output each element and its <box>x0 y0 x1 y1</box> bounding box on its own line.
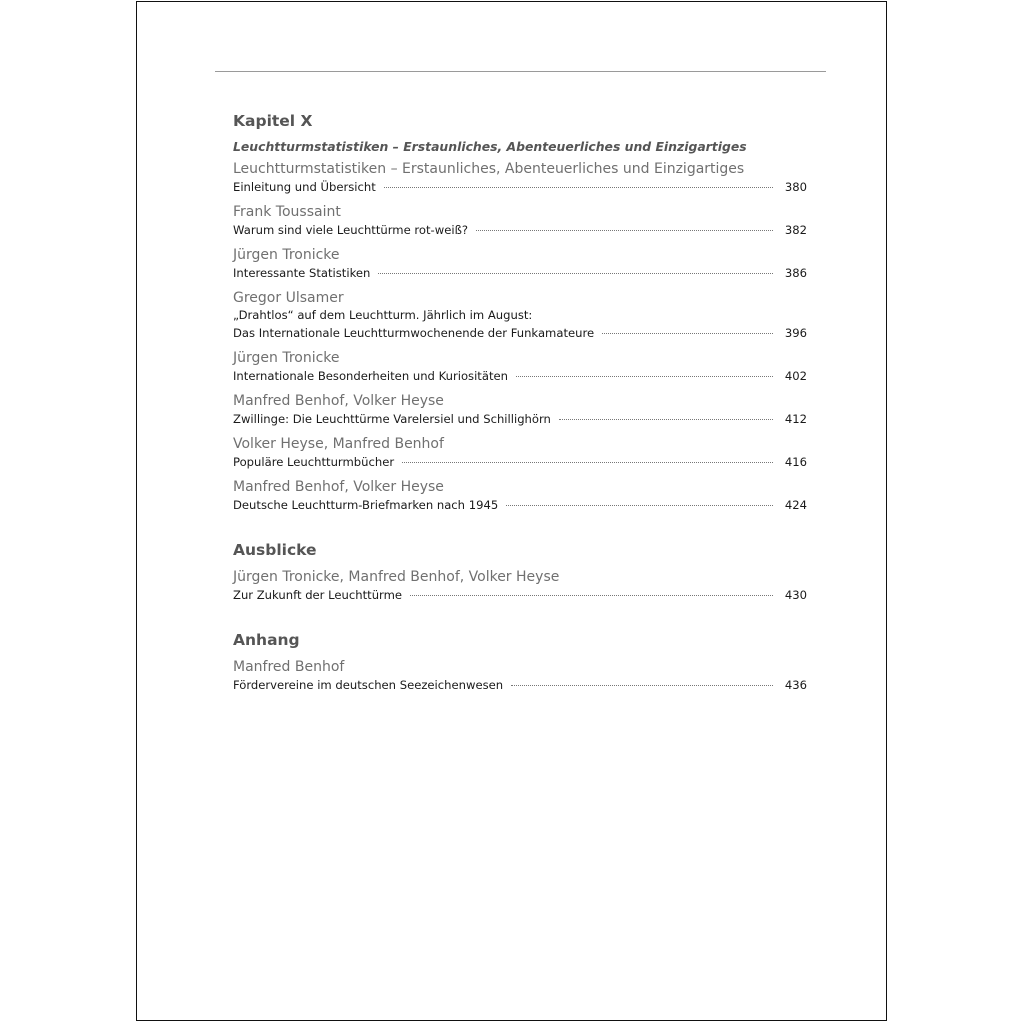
dot-leader <box>384 187 773 188</box>
header-rule <box>215 71 826 72</box>
section-ausblicke <box>233 539 807 604</box>
toc-entry <box>233 289 807 342</box>
toc-line[interactable] <box>233 410 807 428</box>
dot-leader <box>516 376 773 377</box>
toc-line[interactable] <box>233 496 807 514</box>
entry-title: Interessante Statistiken <box>233 266 371 280</box>
toc-entry <box>233 478 807 514</box>
entry-title: Zur Zukunft der Leuchttürme <box>233 588 403 602</box>
entry-title-first-line: „Drahtlos“ auf dem Leuchtturm. Jährlich im August: <box>233 308 533 322</box>
section-heading: Kapitel X <box>233 112 313 130</box>
toc-line[interactable] <box>233 586 807 604</box>
section-anhang <box>233 629 807 694</box>
toc-line[interactable] <box>233 367 807 385</box>
dot-leader <box>476 230 773 231</box>
entry-author: Manfred Benhof, Volker Heyse <box>233 479 444 495</box>
toc-entry <box>233 246 807 282</box>
toc-line[interactable] <box>233 178 807 196</box>
entry-title: Fördervereine im deutschen Seezeichenwesen <box>233 678 504 692</box>
toc-entry <box>233 349 807 385</box>
toc-line[interactable] <box>233 453 807 471</box>
entry-title: Zwillinge: Die Leuchttürme Varelersiel und Schillighörn <box>233 412 551 426</box>
table-of-contents <box>233 110 807 694</box>
entry-author: Frank Toussaint <box>233 204 341 220</box>
dot-leader <box>602 333 773 334</box>
toc-line[interactable] <box>233 324 807 342</box>
entry-title: Warum sind viele Leuchttürme rot-weiß? <box>233 223 469 237</box>
toc-line[interactable] <box>233 221 807 239</box>
toc-entry <box>233 568 807 604</box>
entry-author: Jürgen Tronicke <box>233 350 340 366</box>
entry-author: Manfred Benhof, Volker Heyse <box>233 393 444 409</box>
page-number: 412 <box>784 412 807 426</box>
entry-title: Populäre Leuchtturmbücher <box>233 455 395 469</box>
page-number: 424 <box>784 498 807 512</box>
dot-leader <box>378 273 773 274</box>
page-number: 402 <box>784 369 807 383</box>
page-number: 382 <box>784 223 807 237</box>
dot-leader <box>402 462 773 463</box>
toc-line[interactable] <box>233 676 807 694</box>
dot-leader <box>506 505 773 506</box>
toc-line[interactable] <box>233 264 807 282</box>
section-subtitle: Leuchtturmstatistiken – Erstaunliches, Abenteuerliches und Einzigartiges <box>233 139 747 154</box>
entry-title: Einleitung und Übersicht <box>233 180 376 194</box>
toc-entry <box>233 160 807 196</box>
section-kapitel-x <box>233 110 807 514</box>
dot-leader <box>511 685 773 686</box>
entry-author: Jürgen Tronicke, Manfred Benhof, Volker Heyse <box>233 569 560 585</box>
dot-leader <box>559 419 773 420</box>
entry-author: Leuchtturmstatistiken – Erstaunliches, Abenteuerliches und Einzigartiges <box>233 161 745 177</box>
page-number: 436 <box>784 678 807 692</box>
toc-entry <box>233 392 807 428</box>
page-number: 416 <box>784 455 807 469</box>
page-number: 380 <box>784 180 807 194</box>
section-heading: Anhang <box>233 631 300 649</box>
dot-leader <box>410 595 773 596</box>
entry-author: Manfred Benhof <box>233 659 345 675</box>
entry-title: Deutsche Leuchtturm-Briefmarken nach 1945 <box>233 498 499 512</box>
entry-author: Jürgen Tronicke <box>233 247 340 263</box>
section-heading: Ausblicke <box>233 541 317 559</box>
entry-title: Das Internationale Leuchtturmwochenende der Funkamateure <box>233 326 595 340</box>
toc-entry <box>233 203 807 239</box>
toc-entry <box>233 435 807 471</box>
page-number: 396 <box>784 326 807 340</box>
toc-entry <box>233 658 807 694</box>
entry-title: Internationale Besonderheiten und Kuriositäten <box>233 369 508 383</box>
page-number: 430 <box>784 588 807 602</box>
entry-author: Gregor Ulsamer <box>233 290 344 306</box>
entry-author: Volker Heyse, Manfred Benhof <box>233 436 444 452</box>
book-page <box>136 1 887 1021</box>
page-number: 386 <box>784 266 807 280</box>
